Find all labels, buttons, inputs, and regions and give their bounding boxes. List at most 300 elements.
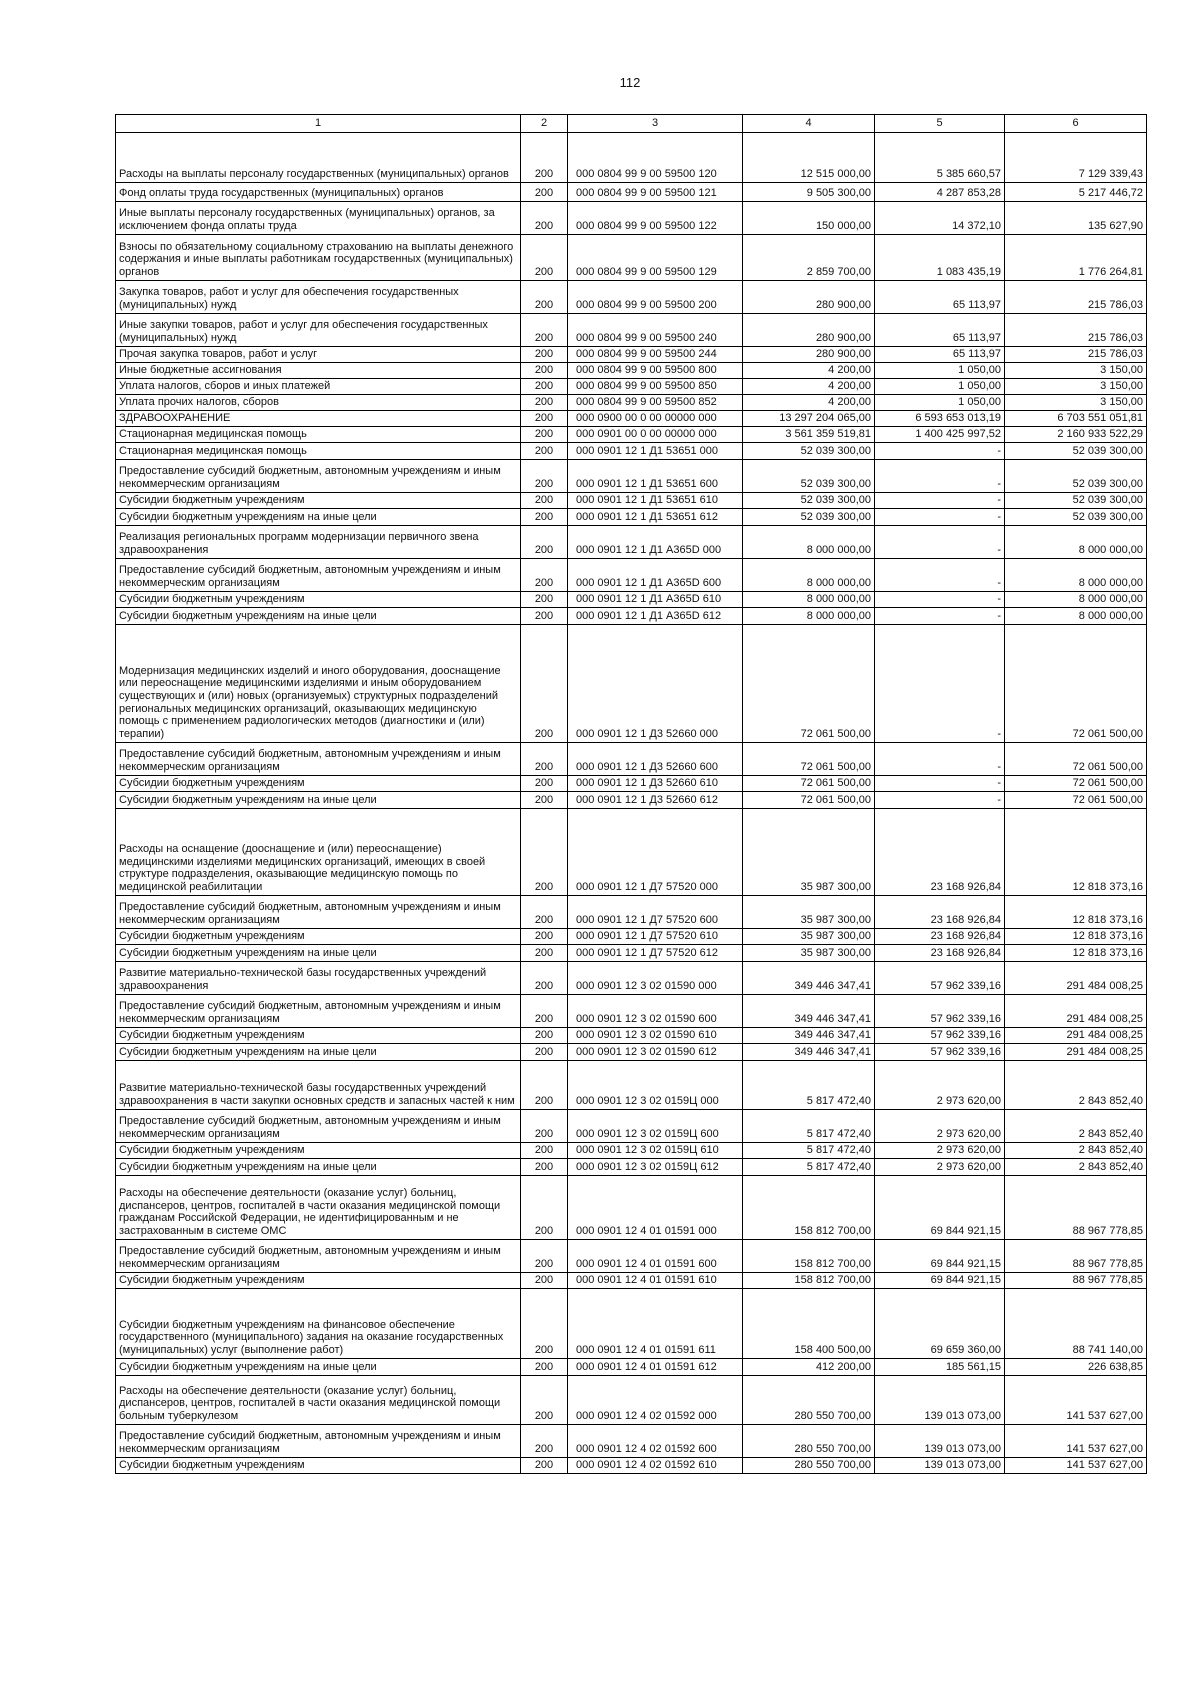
remaining-amount-cell: 2 843 852,40 — [1005, 1109, 1147, 1142]
executed-amount-cell: 65 113,97 — [875, 346, 1005, 362]
remaining-amount-cell: 3 150,00 — [1005, 362, 1147, 378]
table-row — [116, 624, 1147, 742]
budget-classification-cell: 000 0901 12 4 01 01591 611 — [568, 1288, 743, 1358]
table-row — [116, 1375, 1147, 1424]
row-code-cell: 200 — [521, 1424, 568, 1457]
executed-amount-cell: 57 962 339,16 — [875, 994, 1005, 1027]
table-row — [116, 1027, 1147, 1043]
approved-amount-cell: 349 446 347,41 — [743, 1043, 875, 1060]
budget-classification-cell: 000 0901 12 1 Д7 57520 600 — [568, 895, 743, 928]
row-name-cell: Расходы на обеспечение деятельности (оказание услуг) больниц, диспансеров, центров, госпиталей в части оказания медицинской помощи больным туберкулезом — [116, 1375, 521, 1424]
budget-classification-cell: 000 0901 12 1 Д3 52660 610 — [568, 775, 743, 791]
approved-amount-cell: 35 987 300,00 — [743, 808, 875, 895]
row-name-cell: Субсидии бюджетным учреждениям — [116, 928, 521, 944]
row-name-cell: Предоставление субсидий бюджетным, автономным учреждениям и иным некоммерческим организациям — [116, 459, 521, 492]
approved-amount-cell: 412 200,00 — [743, 1358, 875, 1375]
row-code-cell: 200 — [521, 508, 568, 525]
row-code-cell: 200 — [521, 1158, 568, 1175]
remaining-amount-cell: 72 061 500,00 — [1005, 624, 1147, 742]
column-header: 2 — [521, 115, 568, 133]
executed-amount-cell: - — [875, 442, 1005, 459]
approved-amount-cell: 349 446 347,41 — [743, 994, 875, 1027]
remaining-amount-cell: 291 484 008,25 — [1005, 1027, 1147, 1043]
table-row — [116, 492, 1147, 508]
row-code-cell: 200 — [521, 994, 568, 1027]
budget-classification-cell: 000 0901 12 1 Д7 57520 000 — [568, 808, 743, 895]
remaining-amount-cell: 88 967 778,85 — [1005, 1239, 1147, 1272]
approved-amount-cell: 280 550 700,00 — [743, 1457, 875, 1473]
table-row — [116, 775, 1147, 791]
row-code-cell: 200 — [521, 313, 568, 346]
executed-amount-cell: 139 013 073,00 — [875, 1424, 1005, 1457]
row-code-cell: 200 — [521, 961, 568, 994]
approved-amount-cell: 280 550 700,00 — [743, 1424, 875, 1457]
row-name-cell: Субсидии бюджетным учреждениям на иные цели — [116, 508, 521, 525]
remaining-amount-cell: 291 484 008,25 — [1005, 961, 1147, 994]
executed-amount-cell: - — [875, 492, 1005, 508]
row-name-cell: Субсидии бюджетным учреждениям — [116, 775, 521, 791]
executed-amount-cell: 1 050,00 — [875, 394, 1005, 410]
budget-classification-cell: 000 0901 12 1 Д1 А365D 600 — [568, 558, 743, 591]
executed-amount-cell: 4 287 853,28 — [875, 182, 1005, 201]
remaining-amount-cell: 72 061 500,00 — [1005, 742, 1147, 775]
table-row — [116, 928, 1147, 944]
budget-classification-cell: 000 0901 12 3 02 01590 000 — [568, 961, 743, 994]
table-row — [116, 508, 1147, 525]
approved-amount-cell: 52 039 300,00 — [743, 442, 875, 459]
executed-amount-cell: - — [875, 624, 1005, 742]
row-name-cell: Развитие материально-технической базы государственных учреждений здравоохранения в части закупки основных средств и запасных частей к ним — [116, 1060, 521, 1109]
executed-amount-cell: 65 113,97 — [875, 313, 1005, 346]
approved-amount-cell: 5 817 472,40 — [743, 1109, 875, 1142]
approved-amount-cell: 280 900,00 — [743, 280, 875, 313]
budget-classification-cell: 000 0901 12 3 02 0159Ц 000 — [568, 1060, 743, 1109]
budget-classification-cell: 000 0901 12 3 02 0159Ц 610 — [568, 1142, 743, 1158]
approved-amount-cell: 35 987 300,00 — [743, 928, 875, 944]
row-code-cell: 200 — [521, 607, 568, 624]
executed-amount-cell: 57 962 339,16 — [875, 1027, 1005, 1043]
row-name-cell: Расходы на оснащение (дооснащение и (или) переоснащение) медицинскими изделиями медицинских организаций, имеющих в своей структуре подразделения, оказывающие медицинскую помощь по медицинской реабилитации — [116, 808, 521, 895]
row-code-cell: 200 — [521, 234, 568, 280]
row-name-cell: Предоставление субсидий бюджетным, автономным учреждениям и иным некоммерческим организациям — [116, 742, 521, 775]
row-name-cell: Субсидии бюджетным учреждениям на иные цели — [116, 607, 521, 624]
table-row — [116, 961, 1147, 994]
table-row — [116, 944, 1147, 961]
executed-amount-cell: 69 844 921,15 — [875, 1272, 1005, 1288]
budget-classification-cell: 000 0901 12 1 Д1 53651 610 — [568, 492, 743, 508]
row-code-cell: 200 — [521, 201, 568, 234]
budget-classification-cell: 000 0901 12 1 Д1 А365D 610 — [568, 591, 743, 607]
executed-amount-cell: 69 844 921,15 — [875, 1175, 1005, 1239]
remaining-amount-cell: 12 818 373,16 — [1005, 928, 1147, 944]
budget-classification-cell: 000 0804 99 9 00 59500 122 — [568, 201, 743, 234]
budget-classification-cell: 000 0901 12 3 02 0159Ц 600 — [568, 1109, 743, 1142]
table-row — [116, 410, 1147, 426]
row-name-cell: Субсидии бюджетным учреждениям на иные цели — [116, 1358, 521, 1375]
row-name-cell: Прочая закупка товаров, работ и услуг — [116, 346, 521, 362]
executed-amount-cell: 2 973 620,00 — [875, 1060, 1005, 1109]
remaining-amount-cell: 52 039 300,00 — [1005, 508, 1147, 525]
row-name-cell: Иные бюджетные ассигнования — [116, 362, 521, 378]
table-row — [116, 346, 1147, 362]
budget-classification-cell: 000 0901 12 1 Д3 52660 000 — [568, 624, 743, 742]
remaining-amount-cell: 72 061 500,00 — [1005, 775, 1147, 791]
row-code-cell: 200 — [521, 1239, 568, 1272]
executed-amount-cell: - — [875, 459, 1005, 492]
budget-classification-cell: 000 0901 12 4 01 01591 612 — [568, 1358, 743, 1375]
executed-amount-cell: 57 962 339,16 — [875, 961, 1005, 994]
executed-amount-cell: 1 050,00 — [875, 378, 1005, 394]
table-row — [116, 426, 1147, 442]
row-name-cell: ЗДРАВООХРАНЕНИЕ — [116, 410, 521, 426]
row-code-cell: 200 — [521, 280, 568, 313]
executed-amount-cell: 23 168 926,84 — [875, 808, 1005, 895]
approved-amount-cell: 4 200,00 — [743, 362, 875, 378]
budget-classification-cell: 000 0901 12 4 01 01591 000 — [568, 1175, 743, 1239]
executed-amount-cell: 69 659 360,00 — [875, 1288, 1005, 1358]
remaining-amount-cell: 3 150,00 — [1005, 378, 1147, 394]
executed-amount-cell: 65 113,97 — [875, 280, 1005, 313]
executed-amount-cell: - — [875, 558, 1005, 591]
row-name-cell: Расходы на обеспечение деятельности (оказание услуг) больниц, диспансеров, центров, госпиталей в части оказания медицинской помощи гражданам Российской Федерации, не идентифицированным и не застрахованным в системе ОМС — [116, 1175, 521, 1239]
table-row — [116, 378, 1147, 394]
executed-amount-cell: 2 973 620,00 — [875, 1109, 1005, 1142]
approved-amount-cell: 349 446 347,41 — [743, 961, 875, 994]
row-code-cell: 200 — [521, 1272, 568, 1288]
approved-amount-cell: 3 561 359 519,81 — [743, 426, 875, 442]
table-row — [116, 791, 1147, 808]
row-name-cell: Предоставление субсидий бюджетным, автономным учреждениям и иным некоммерческим организациям — [116, 558, 521, 591]
executed-amount-cell: 1 050,00 — [875, 362, 1005, 378]
budget-classification-cell: 000 0804 99 9 00 59500 240 — [568, 313, 743, 346]
row-code-cell: 200 — [521, 808, 568, 895]
table-row — [116, 313, 1147, 346]
remaining-amount-cell: 8 000 000,00 — [1005, 558, 1147, 591]
executed-amount-cell: 139 013 073,00 — [875, 1457, 1005, 1473]
remaining-amount-cell: 88 967 778,85 — [1005, 1175, 1147, 1239]
row-code-cell: 200 — [521, 1027, 568, 1043]
approved-amount-cell: 4 200,00 — [743, 378, 875, 394]
budget-classification-cell: 000 0804 99 9 00 59500 200 — [568, 280, 743, 313]
remaining-amount-cell: 88 967 778,85 — [1005, 1272, 1147, 1288]
row-name-cell: Субсидии бюджетным учреждениям — [116, 1027, 521, 1043]
row-code-cell: 200 — [521, 346, 568, 362]
row-name-cell: Иные закупки товаров, работ и услуг для обеспечения государственных (муниципальных) нужд — [116, 313, 521, 346]
budget-classification-cell: 000 0901 12 4 01 01591 610 — [568, 1272, 743, 1288]
remaining-amount-cell: 6 703 551 051,81 — [1005, 410, 1147, 426]
table-row — [116, 1142, 1147, 1158]
row-name-cell: Субсидии бюджетным учреждениям на финансовое обеспечение государственного (муниципального) задания на оказание государственных (муниципальных) услуг (выполнение работ) — [116, 1288, 521, 1358]
row-code-cell: 200 — [521, 426, 568, 442]
approved-amount-cell: 150 000,00 — [743, 201, 875, 234]
executed-amount-cell: 185 561,15 — [875, 1358, 1005, 1375]
budget-classification-cell: 000 0804 99 9 00 59500 852 — [568, 394, 743, 410]
row-name-cell: Субсидии бюджетным учреждениям — [116, 591, 521, 607]
table-row — [116, 895, 1147, 928]
budget-classification-cell: 000 0901 12 1 Д1 53651 000 — [568, 442, 743, 459]
budget-classification-cell: 000 0901 12 4 02 01592 000 — [568, 1375, 743, 1424]
row-name-cell: Субсидии бюджетным учреждениям — [116, 492, 521, 508]
row-code-cell: 200 — [521, 182, 568, 201]
column-header: 6 — [1005, 115, 1147, 133]
approved-amount-cell: 2 859 700,00 — [743, 234, 875, 280]
table-row — [116, 607, 1147, 624]
approved-amount-cell: 35 987 300,00 — [743, 944, 875, 961]
budget-classification-cell: 000 0901 12 4 02 01592 600 — [568, 1424, 743, 1457]
row-code-cell: 200 — [521, 410, 568, 426]
table-row — [116, 808, 1147, 895]
row-code-cell: 200 — [521, 1457, 568, 1473]
approved-amount-cell: 280 900,00 — [743, 346, 875, 362]
remaining-amount-cell: 2 843 852,40 — [1005, 1142, 1147, 1158]
budget-classification-cell: 000 0901 12 1 Д1 53651 600 — [568, 459, 743, 492]
executed-amount-cell: - — [875, 508, 1005, 525]
row-code-cell: 200 — [521, 775, 568, 791]
budget-classification-cell: 000 0901 12 1 Д7 57520 612 — [568, 944, 743, 961]
table-row — [116, 459, 1147, 492]
remaining-amount-cell: 135 627,90 — [1005, 201, 1147, 234]
remaining-amount-cell: 52 039 300,00 — [1005, 442, 1147, 459]
budget-execution-table — [115, 114, 1147, 1474]
approved-amount-cell: 72 061 500,00 — [743, 742, 875, 775]
approved-amount-cell: 158 812 700,00 — [743, 1239, 875, 1272]
row-code-cell: 200 — [521, 362, 568, 378]
budget-classification-cell: 000 0901 12 4 02 01592 610 — [568, 1457, 743, 1473]
table-row — [116, 1288, 1147, 1358]
row-name-cell: Модернизация медицинских изделий и иного оборудования, дооснащение или переоснащение медицинскими изделиями и иным оборудованием существующих и (или) новых (организуемых) структурных подразделений региональных медицинских организаций, оказывающих медицинскую помощь с применением радиологических методов (диагностики и (или) терапии) — [116, 624, 521, 742]
table-row — [116, 442, 1147, 459]
remaining-amount-cell: 2 843 852,40 — [1005, 1060, 1147, 1109]
approved-amount-cell: 52 039 300,00 — [743, 508, 875, 525]
executed-amount-cell: 23 168 926,84 — [875, 944, 1005, 961]
table-row — [116, 994, 1147, 1027]
table-row — [116, 1109, 1147, 1142]
executed-amount-cell: - — [875, 775, 1005, 791]
approved-amount-cell: 9 505 300,00 — [743, 182, 875, 201]
approved-amount-cell: 35 987 300,00 — [743, 895, 875, 928]
executed-amount-cell: 14 372,10 — [875, 201, 1005, 234]
budget-classification-cell: 000 0804 99 9 00 59500 120 — [568, 132, 743, 182]
budget-classification-cell: 000 0901 12 3 02 01590 610 — [568, 1027, 743, 1043]
approved-amount-cell: 280 550 700,00 — [743, 1375, 875, 1424]
table-row — [116, 1175, 1147, 1239]
remaining-amount-cell: 12 818 373,16 — [1005, 895, 1147, 928]
executed-amount-cell: 2 973 620,00 — [875, 1158, 1005, 1175]
row-code-cell: 200 — [521, 132, 568, 182]
row-code-cell: 200 — [521, 558, 568, 591]
budget-classification-cell: 000 0804 99 9 00 59500 850 — [568, 378, 743, 394]
remaining-amount-cell: 141 537 627,00 — [1005, 1375, 1147, 1424]
executed-amount-cell: - — [875, 742, 1005, 775]
remaining-amount-cell: 3 150,00 — [1005, 394, 1147, 410]
row-code-cell: 200 — [521, 492, 568, 508]
remaining-amount-cell: 8 000 000,00 — [1005, 607, 1147, 624]
approved-amount-cell: 280 900,00 — [743, 313, 875, 346]
approved-amount-cell: 12 515 000,00 — [743, 132, 875, 182]
budget-classification-cell: 000 0901 12 1 Д3 52660 612 — [568, 791, 743, 808]
row-code-cell: 200 — [521, 895, 568, 928]
table-row — [116, 394, 1147, 410]
row-code-cell: 200 — [521, 1060, 568, 1109]
row-code-cell: 200 — [521, 1288, 568, 1358]
remaining-amount-cell: 88 741 140,00 — [1005, 1288, 1147, 1358]
budget-classification-cell: 000 0901 12 1 Д7 57520 610 — [568, 928, 743, 944]
table-row — [116, 1424, 1147, 1457]
table-row — [116, 1060, 1147, 1109]
executed-amount-cell: 23 168 926,84 — [875, 895, 1005, 928]
row-name-cell: Уплата налогов, сборов и иных платежей — [116, 378, 521, 394]
table-row — [116, 1239, 1147, 1272]
budget-classification-cell: 000 0804 99 9 00 59500 800 — [568, 362, 743, 378]
executed-amount-cell: 1 083 435,19 — [875, 234, 1005, 280]
row-code-cell: 200 — [521, 442, 568, 459]
approved-amount-cell: 52 039 300,00 — [743, 492, 875, 508]
budget-classification-cell: 000 0901 12 1 Д1 А365D 612 — [568, 607, 743, 624]
executed-amount-cell: - — [875, 791, 1005, 808]
remaining-amount-cell: 8 000 000,00 — [1005, 591, 1147, 607]
budget-classification-cell: 000 0901 12 3 02 0159Ц 612 — [568, 1158, 743, 1175]
remaining-amount-cell: 291 484 008,25 — [1005, 1043, 1147, 1060]
row-name-cell: Фонд оплаты труда государственных (муниципальных) органов — [116, 182, 521, 201]
approved-amount-cell: 8 000 000,00 — [743, 558, 875, 591]
approved-amount-cell: 5 817 472,40 — [743, 1060, 875, 1109]
row-name-cell: Предоставление субсидий бюджетным, автономным учреждениям и иным некоммерческим организациям — [116, 895, 521, 928]
row-code-cell: 200 — [521, 1109, 568, 1142]
row-code-cell: 200 — [521, 944, 568, 961]
budget-classification-cell: 000 0900 00 0 00 00000 000 — [568, 410, 743, 426]
remaining-amount-cell: 141 537 627,00 — [1005, 1424, 1147, 1457]
table-row — [116, 1158, 1147, 1175]
row-code-cell: 200 — [521, 742, 568, 775]
row-name-cell: Расходы на выплаты персоналу государственных (муниципальных) органов — [116, 132, 521, 182]
row-name-cell: Субсидии бюджетным учреждениям — [116, 1457, 521, 1473]
row-code-cell: 200 — [521, 1175, 568, 1239]
remaining-amount-cell: 52 039 300,00 — [1005, 459, 1147, 492]
executed-amount-cell: - — [875, 607, 1005, 624]
row-name-cell: Предоставление субсидий бюджетным, автономным учреждениям и иным некоммерческим организациям — [116, 1424, 521, 1457]
approved-amount-cell: 5 817 472,40 — [743, 1142, 875, 1158]
budget-classification-cell: 000 0804 99 9 00 59500 121 — [568, 182, 743, 201]
row-name-cell: Развитие материально-технической базы государственных учреждений здравоохранения — [116, 961, 521, 994]
remaining-amount-cell: 291 484 008,25 — [1005, 994, 1147, 1027]
executed-amount-cell: 1 400 425 997,52 — [875, 426, 1005, 442]
budget-classification-cell: 000 0901 12 1 Д3 52660 600 — [568, 742, 743, 775]
row-name-cell: Закупка товаров, работ и услуг для обеспечения государственных (муниципальных) нужд — [116, 280, 521, 313]
table-row — [116, 182, 1147, 201]
budget-classification-cell: 000 0901 00 0 00 00000 000 — [568, 426, 743, 442]
row-name-cell: Стационарная медицинская помощь — [116, 426, 521, 442]
approved-amount-cell: 72 061 500,00 — [743, 624, 875, 742]
approved-amount-cell: 72 061 500,00 — [743, 775, 875, 791]
row-name-cell: Субсидии бюджетным учреждениям — [116, 1272, 521, 1288]
row-name-cell: Уплата прочих налогов, сборов — [116, 394, 521, 410]
executed-amount-cell: - — [875, 591, 1005, 607]
remaining-amount-cell: 12 818 373,16 — [1005, 944, 1147, 961]
row-code-cell: 200 — [521, 591, 568, 607]
approved-amount-cell: 349 446 347,41 — [743, 1027, 875, 1043]
remaining-amount-cell: 7 129 339,43 — [1005, 132, 1147, 182]
table-row — [116, 132, 1147, 182]
column-header: 4 — [743, 115, 875, 133]
executed-amount-cell: 57 962 339,16 — [875, 1043, 1005, 1060]
approved-amount-cell: 158 400 500,00 — [743, 1288, 875, 1358]
row-name-cell: Иные выплаты персоналу государственных (муниципальных) органов, за исключением фонда оплаты труда — [116, 201, 521, 234]
row-name-cell: Реализация региональных программ модернизации первичного звена здравоохранения — [116, 525, 521, 558]
budget-classification-cell: 000 0901 12 1 Д1 А365D 000 — [568, 525, 743, 558]
row-name-cell: Предоставление субсидий бюджетным, автономным учреждениям и иным некоммерческим организациям — [116, 1109, 521, 1142]
table-row — [116, 280, 1147, 313]
remaining-amount-cell: 141 537 627,00 — [1005, 1457, 1147, 1473]
budget-classification-cell: 000 0901 12 3 02 01590 600 — [568, 994, 743, 1027]
approved-amount-cell: 52 039 300,00 — [743, 459, 875, 492]
table-row — [116, 1457, 1147, 1473]
row-code-cell: 200 — [521, 378, 568, 394]
row-code-cell: 200 — [521, 1142, 568, 1158]
column-header: 5 — [875, 115, 1005, 133]
budget-classification-cell: 000 0804 99 9 00 59500 129 — [568, 234, 743, 280]
table-row — [116, 1358, 1147, 1375]
row-code-cell: 200 — [521, 394, 568, 410]
executed-amount-cell: - — [875, 525, 1005, 558]
row-name-cell: Взносы по обязательному социальному страхованию на выплаты денежного содержания и иные выплаты работникам государственных (муниципальных) органов — [116, 234, 521, 280]
executed-amount-cell: 5 385 660,57 — [875, 132, 1005, 182]
executed-amount-cell: 23 168 926,84 — [875, 928, 1005, 944]
approved-amount-cell: 8 000 000,00 — [743, 591, 875, 607]
approved-amount-cell: 158 812 700,00 — [743, 1272, 875, 1288]
row-code-cell: 200 — [521, 791, 568, 808]
table-row — [116, 742, 1147, 775]
row-code-cell: 200 — [521, 525, 568, 558]
remaining-amount-cell: 226 638,85 — [1005, 1358, 1147, 1375]
remaining-amount-cell: 72 061 500,00 — [1005, 791, 1147, 808]
remaining-amount-cell: 8 000 000,00 — [1005, 525, 1147, 558]
approved-amount-cell: 13 297 204 065,00 — [743, 410, 875, 426]
row-code-cell: 200 — [521, 459, 568, 492]
column-numbers-row — [116, 115, 1147, 133]
approved-amount-cell: 4 200,00 — [743, 394, 875, 410]
remaining-amount-cell: 2 843 852,40 — [1005, 1158, 1147, 1175]
page-number: 112 — [619, 75, 641, 90]
table-row — [116, 201, 1147, 234]
approved-amount-cell: 158 812 700,00 — [743, 1175, 875, 1239]
row-name-cell: Субсидии бюджетным учреждениям на иные цели — [116, 791, 521, 808]
budget-classification-cell: 000 0901 12 3 02 01590 612 — [568, 1043, 743, 1060]
row-code-cell: 200 — [521, 1043, 568, 1060]
table-row — [116, 362, 1147, 378]
row-name-cell: Субсидии бюджетным учреждениям на иные цели — [116, 1043, 521, 1060]
table-row — [116, 1272, 1147, 1288]
row-name-cell: Предоставление субсидий бюджетным, автономным учреждениям и иным некоммерческим организациям — [116, 1239, 521, 1272]
approved-amount-cell: 8 000 000,00 — [743, 607, 875, 624]
remaining-amount-cell: 215 786,03 — [1005, 313, 1147, 346]
row-name-cell: Субсидии бюджетным учреждениям — [116, 1142, 521, 1158]
table-row — [116, 234, 1147, 280]
table-row — [116, 591, 1147, 607]
table-row — [116, 525, 1147, 558]
executed-amount-cell: 69 844 921,15 — [875, 1239, 1005, 1272]
budget-classification-cell: 000 0804 99 9 00 59500 244 — [568, 346, 743, 362]
executed-amount-cell: 139 013 073,00 — [875, 1375, 1005, 1424]
approved-amount-cell: 5 817 472,40 — [743, 1158, 875, 1175]
row-code-cell: 200 — [521, 1375, 568, 1424]
remaining-amount-cell: 52 039 300,00 — [1005, 492, 1147, 508]
budget-classification-cell: 000 0901 12 1 Д1 53651 612 — [568, 508, 743, 525]
approved-amount-cell: 8 000 000,00 — [743, 525, 875, 558]
budget-classification-cell: 000 0901 12 4 01 01591 600 — [568, 1239, 743, 1272]
row-name-cell: Субсидии бюджетным учреждениям на иные цели — [116, 944, 521, 961]
row-name-cell: Предоставление субсидий бюджетным, автономным учреждениям и иным некоммерческим организациям — [116, 994, 521, 1027]
remaining-amount-cell: 12 818 373,16 — [1005, 808, 1147, 895]
